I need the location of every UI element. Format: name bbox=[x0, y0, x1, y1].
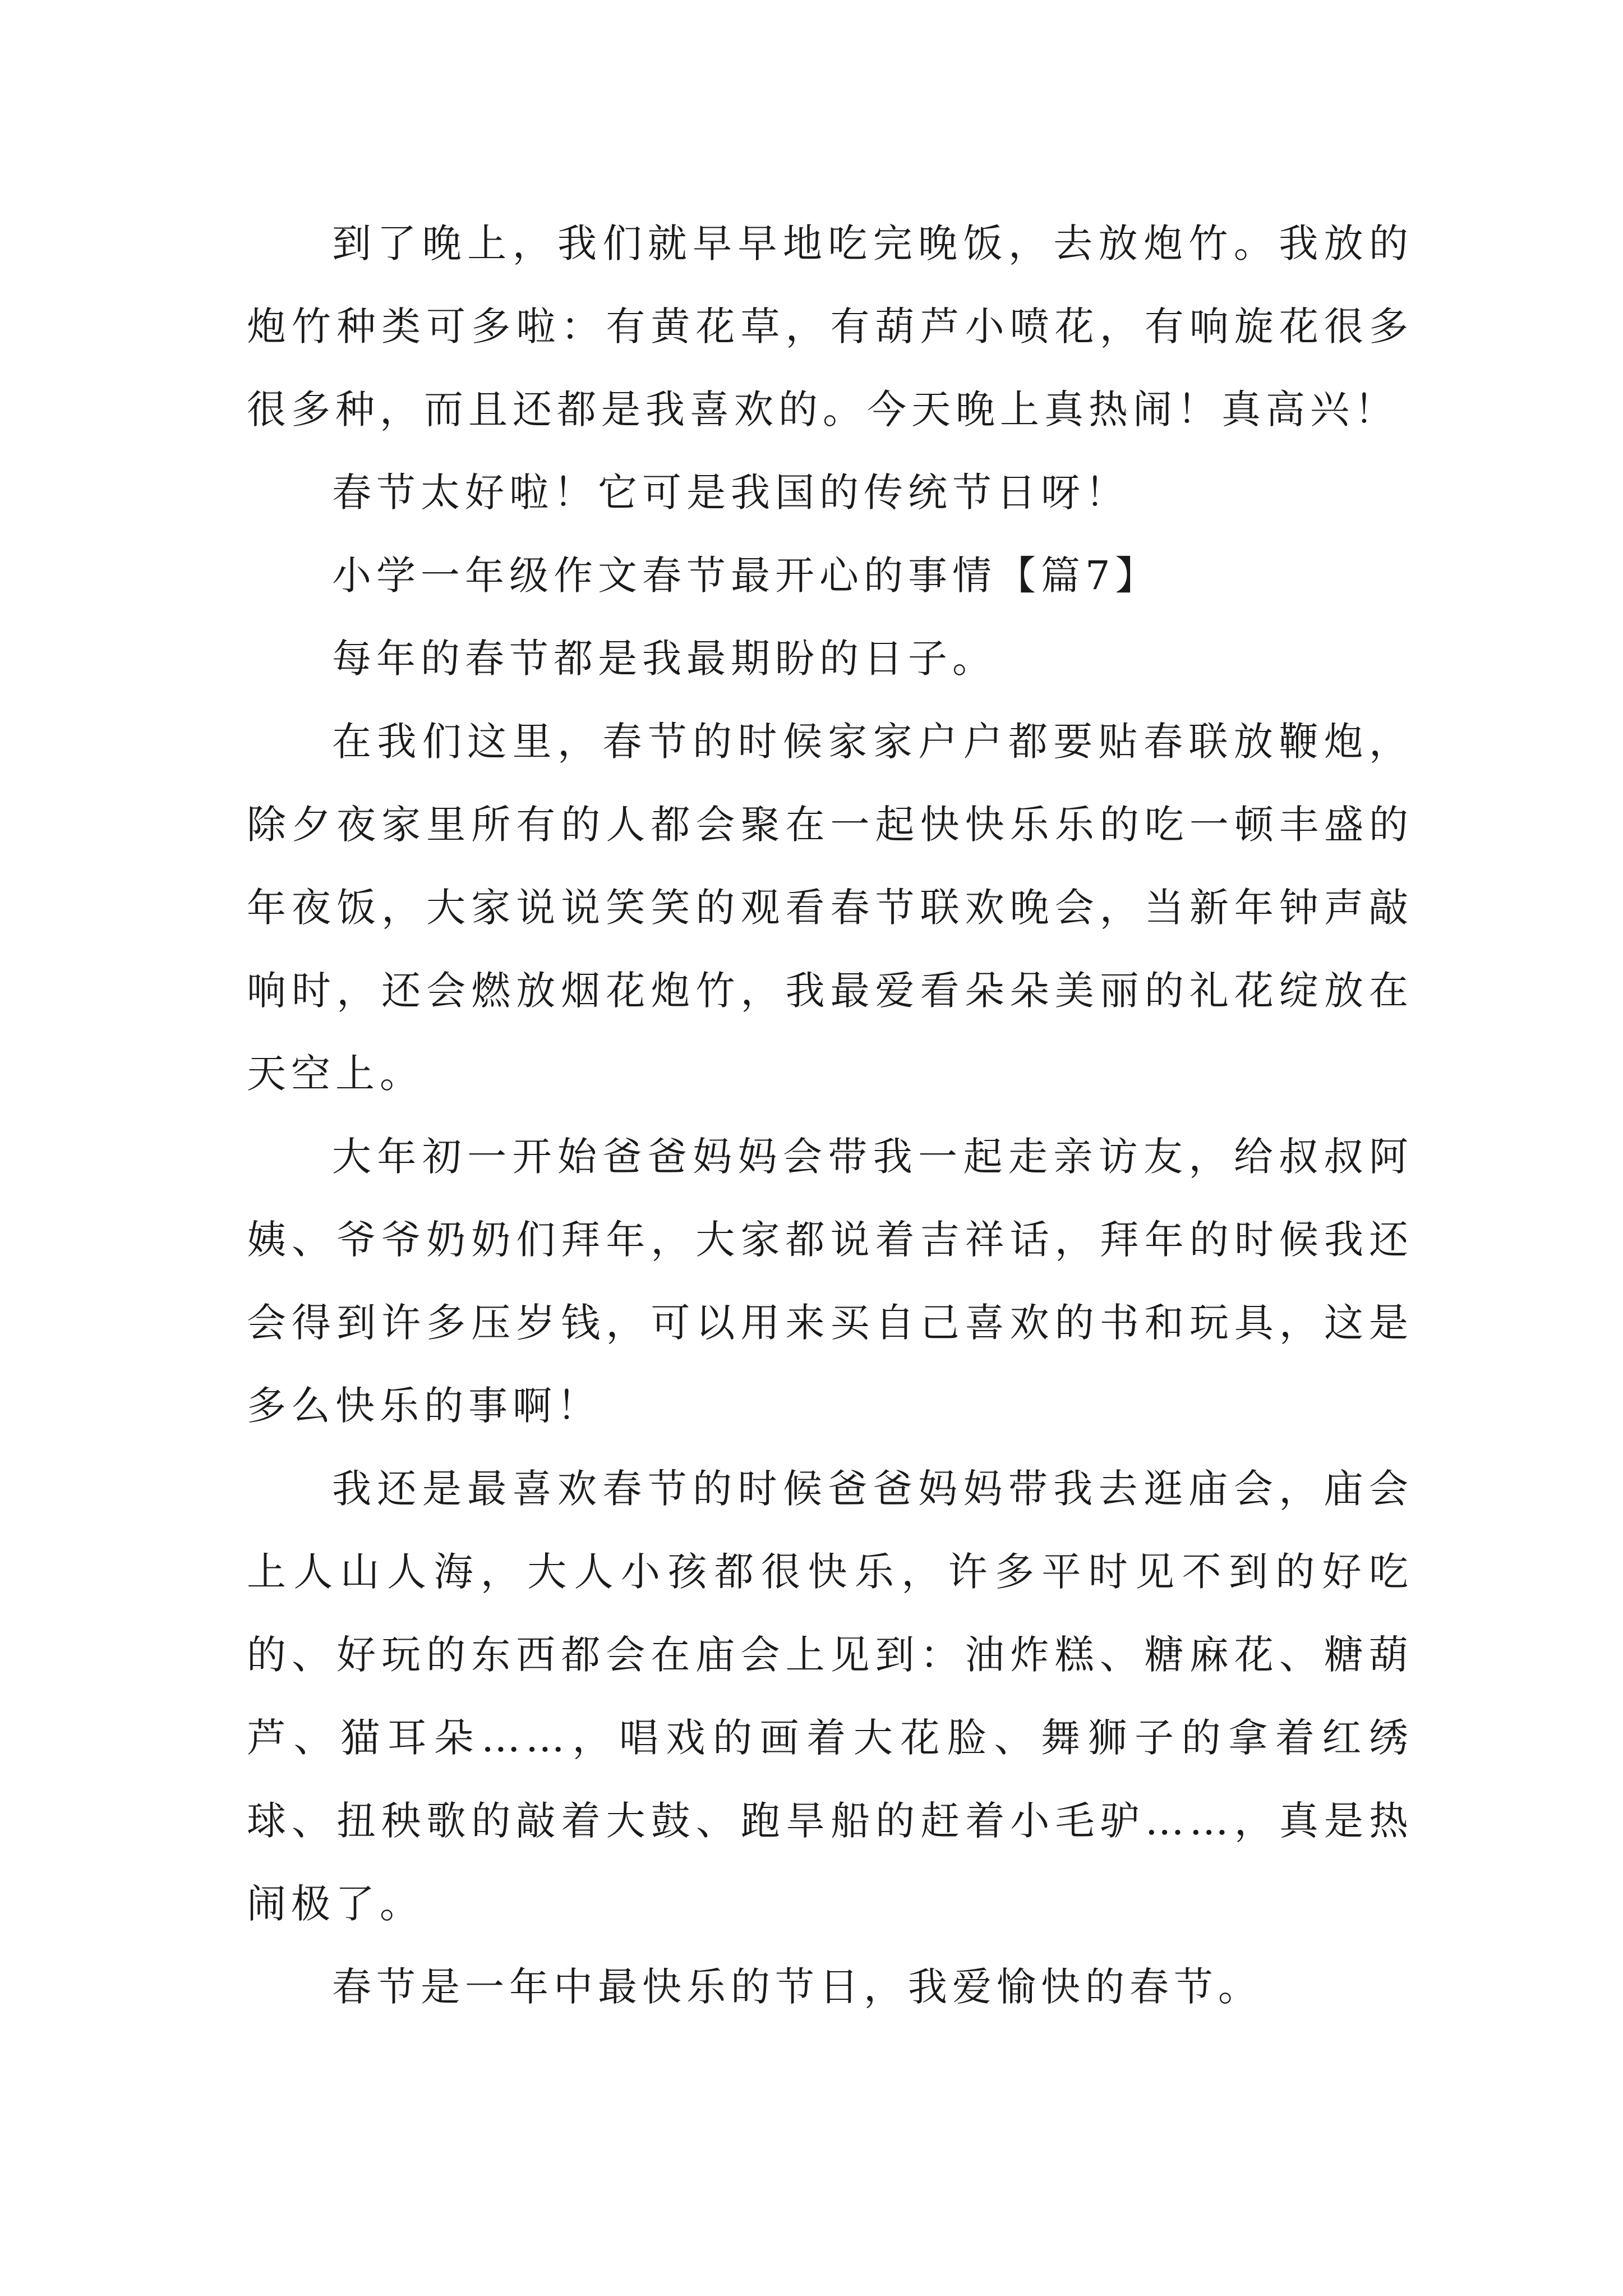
paragraph-intro: 每年的春节都是我最期盼的日子。 bbox=[332, 636, 997, 682]
section-heading: 小学一年级作文春节最开心的事情【篇7】 bbox=[332, 553, 1160, 599]
paragraph-festival-praise: 春节太好啦！它可是我国的传统节日呀！ bbox=[332, 470, 1129, 516]
paragraph-new-year-eve: 在我们这里，春节的时候家家户户都要贴春联放鞭炮，除夕夜家里所有的人都会聚在一起快快乐乐的吃一顿丰盛的年夜饭，大家说说笑笑的观看春节联欢晚会，当新年钟声敲响时，还会燃放烟花炮竹，我最爱看朵朵美丽的礼花绽放在天空上。 bbox=[247, 719, 1413, 1097]
document-body bbox=[247, 202, 1413, 2028]
paragraph-temple-fair: 我还是最喜欢春节的时候爸爸妈妈带我去逛庙会，庙会上人山人海，大人小孩都很快乐，许多平时见不到的好吃的、好玩的东西都会在庙会上见到：油炸糕、糖麻花、糖葫芦、猫耳朵……，唱戏的画着大花脸、舞狮子的拿着红绣球、扭秧歌的敲着大鼓、跑旱船的赶着小毛驴……，真是热闹极了。 bbox=[247, 1466, 1413, 1927]
paragraph-evening-fireworks: 到了晚上，我们就早早地吃完晚饭，去放炮竹。我放的炮竹种类可多啦：有黄花草，有葫芦小喷花，有响旋花很多很多种，而且还都是我喜欢的。今天晚上真热闹！真高兴！ bbox=[247, 220, 1413, 432]
paragraph-visiting-relatives: 大年初一开始爸爸妈妈会带我一起走亲访友，给叔叔阿姨、爷爷奶奶们拜年，大家都说着吉祥话，拜年的时候我还会得到许多压岁钱，可以用来买自己喜欢的书和玩具，这是多么快乐的事啊！ bbox=[247, 1134, 1413, 1429]
paragraph-conclusion: 春节是一年中最快乐的节日，我爱愉快的春节。 bbox=[332, 1964, 1262, 2010]
